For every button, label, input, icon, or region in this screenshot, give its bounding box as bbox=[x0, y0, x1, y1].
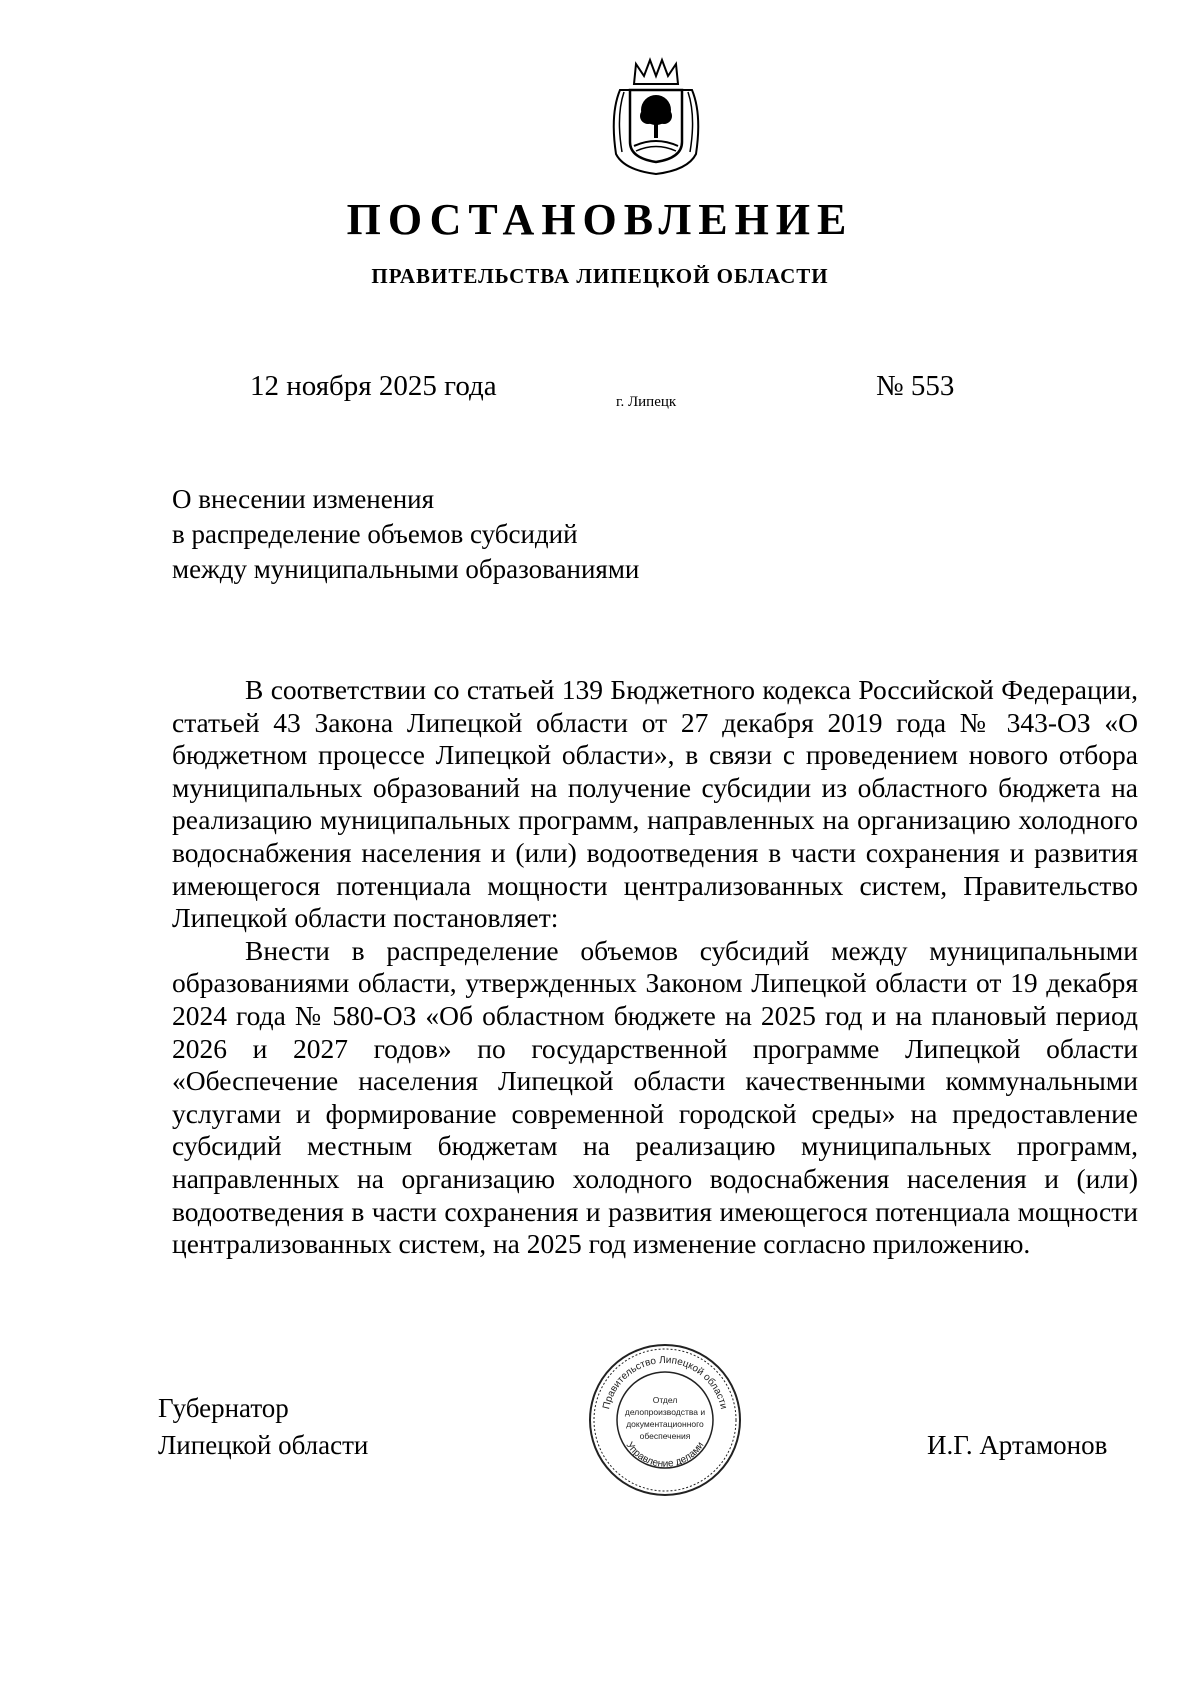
body-paragraph: Внести в распределение объемов субсидий между муниципальными образованиями области, утвержденных Законом Липецкой области от 19 декабря 2024 года № 580-ОЗ «Об областном бюджете на 2025 год и на плановый период 2026 и 2027 годов» по государственной программе Липецкой области «Обеспечение населения Липецкой области качественными коммунальными услугами и формирование современной городской среды» на предоставление субсидий местным бюджетам на реализацию муниципальных программ, направленных на организацию холодного водоснабжения населения и (или) водоотведения в части сохранения и развития имеющегося потенциала мощности централизованных систем, на 2025 год изменение согласно приложению. bbox=[172, 934, 1138, 1260]
stamp-bottom-text: Управление делами bbox=[623, 1440, 707, 1470]
stamp-inner-line: документационного bbox=[626, 1419, 704, 1429]
signatory-name: И.Г. Артамонов bbox=[927, 1430, 1108, 1460]
coat-of-arms-icon bbox=[604, 54, 708, 178]
stamp-inner-line: Отдел bbox=[652, 1395, 678, 1405]
document-subtitle: ПРАВИТЕЛЬСТВА ЛИПЕЦКОЙ ОБЛАСТИ bbox=[371, 264, 829, 288]
signatory-position bbox=[158, 1390, 368, 1464]
stamp-inner-line: делопроизводства и bbox=[624, 1407, 706, 1417]
official-stamp-icon bbox=[586, 1341, 744, 1499]
subject-line: О внесении изменения bbox=[172, 484, 435, 514]
document-date: 12 ноября 2025 года bbox=[250, 370, 497, 402]
document-city: г. Липецк bbox=[616, 394, 677, 410]
document-subject bbox=[172, 482, 639, 587]
stamp-outer-text: Правительство Липецкой области bbox=[601, 1354, 729, 1411]
signatory-position-line: Липецкой области bbox=[158, 1430, 369, 1460]
subject-line: между муниципальными образованиями bbox=[172, 554, 640, 584]
signatory-position-line: Губернатор bbox=[158, 1393, 289, 1423]
body-paragraph: В соответствии со статьей 139 Бюджетного кодекса Российской Федерации, статьей 43 Закона Липецкой области от 27 декабря 2019 года № 343-ОЗ «О бюджетном процессе Липецкой области», в связи с проведением нового отбора муниципальных образований на получение субсидии из областного бюджета на реализацию муниципальных программ, направленных на организацию холодного водоснабжения населения и (или) водоотведения в части сохранения и развития имеющегося потенциала мощности централизованных систем, Правительство Липецкой области постановляет: bbox=[172, 674, 1138, 934]
subject-line: в распределение объемов субсидий bbox=[172, 519, 578, 549]
document-body bbox=[172, 674, 1138, 1261]
document-number: № 553 bbox=[876, 370, 955, 402]
stamp-inner-line: обеспечения bbox=[639, 1431, 691, 1441]
document-title: ПОСТАНОВЛЕНИЕ bbox=[346, 195, 854, 244]
